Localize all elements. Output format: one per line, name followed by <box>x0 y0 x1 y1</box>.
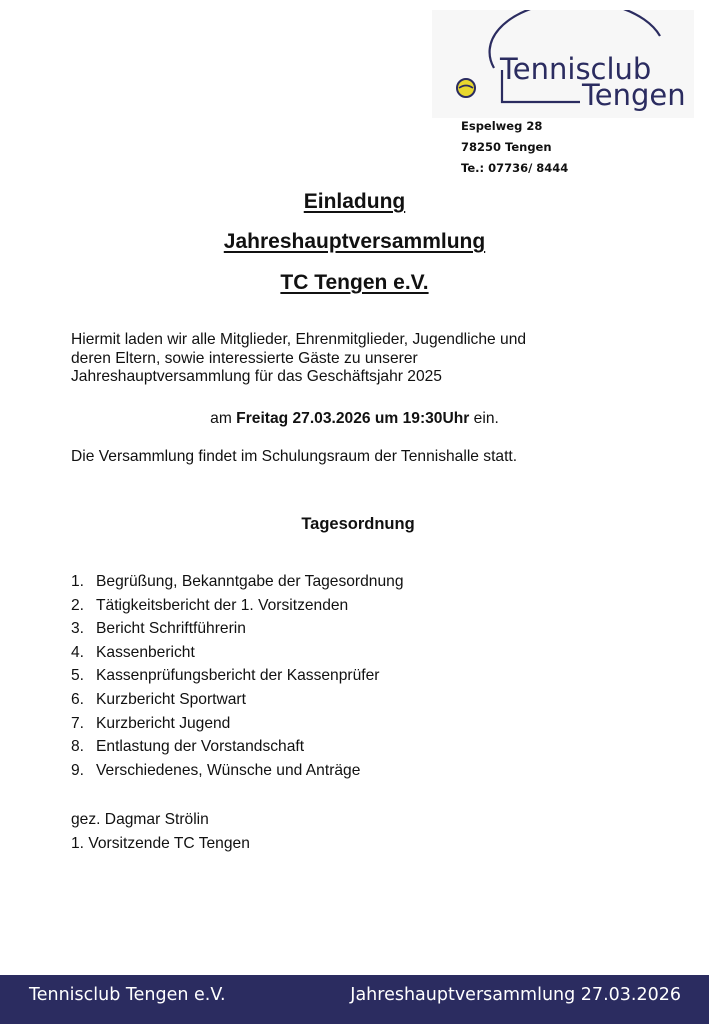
agenda-item <box>71 594 404 618</box>
agenda-item-text: Kurzbericht Jugend <box>96 714 231 732</box>
agenda-item-number: 4. <box>71 643 85 661</box>
agenda-item-text: Kassenbericht <box>96 643 195 661</box>
logo-text-tennisclub: Tennisclub <box>500 52 652 86</box>
date-suffix: ein. <box>469 410 499 427</box>
agenda-item <box>71 712 404 736</box>
title-club-name: TC Tengen e.V. <box>280 271 429 294</box>
agenda-item-number: 9. <box>71 761 85 779</box>
club-address <box>461 116 568 179</box>
agenda-item-text: Begrüßung, Bekanntgabe der Tagesordnung <box>96 573 404 590</box>
meeting-date: Freitag 27.03.2026 um 19:30Uhr <box>236 410 470 427</box>
club-logo-graphic <box>432 10 694 118</box>
agenda-item-text: Bericht Schriftführerin <box>96 620 246 638</box>
agenda-item-number: 3. <box>71 620 85 638</box>
agenda-item-text: Verschiedenes, Wünsche und Anträge <box>96 761 361 779</box>
intro-line-2: deren Eltern, sowie interessierte Gäste zu unserer <box>71 349 418 367</box>
agenda-item <box>71 664 404 688</box>
agenda-item-text: Tätigkeitsbericht der 1. Vorsitzenden <box>96 596 349 614</box>
agenda-title: Tagesordnung <box>301 515 415 533</box>
agenda-item <box>71 617 404 641</box>
address-city: 78250 Tengen <box>461 140 552 154</box>
agenda-item-text: Kassenprüfungsbericht der Kassenprüfer <box>96 667 380 685</box>
agenda-item <box>71 735 404 759</box>
agenda-item-text: Entlastung der Vorstandschaft <box>96 738 305 756</box>
agenda-item <box>71 688 404 712</box>
intro-line-1: Hiermit laden wir alle Mitglieder, Ehrenmitglieder, Jugendliche und <box>71 331 527 348</box>
agenda-item <box>71 641 404 665</box>
logo-text-tengen: Tengen <box>582 78 686 112</box>
agenda-item-number: 2. <box>71 596 85 614</box>
footer-bar <box>0 975 709 1024</box>
agenda-item <box>71 570 404 594</box>
intro-paragraph <box>71 331 651 387</box>
signature-role: 1. Vorsitzende TC Tengen <box>71 834 250 852</box>
agenda-item-text: Kurzbericht Sportwart <box>96 690 246 708</box>
title-einladung: Einladung <box>303 190 406 213</box>
agenda-item-number: 7. <box>71 714 85 732</box>
agenda-list <box>71 570 404 782</box>
agenda-item-number: 6. <box>71 690 85 708</box>
date-prefix: am <box>210 410 237 427</box>
club-logo <box>432 10 694 118</box>
title-jahreshauptversammlung: Jahreshauptversammlung <box>223 230 486 253</box>
meeting-location: Die Versammlung findet im Schulungsraum der Tennishalle statt. <box>71 448 518 465</box>
agenda-item-number: 5. <box>71 667 85 685</box>
address-phone: Te.: 07736/ 8444 <box>461 161 569 175</box>
intro-line-3: Jahreshauptversammlung für das Geschäftsjahr 2025 <box>71 368 442 385</box>
agenda-item-number: 1. <box>71 573 85 590</box>
meeting-date-line <box>0 410 709 428</box>
signature-block <box>71 808 250 855</box>
signature-name: gez. Dagmar Strölin <box>71 811 209 828</box>
address-street: Espelweg 28 <box>461 119 543 133</box>
agenda-item <box>71 759 404 783</box>
footer-club-name: Tennisclub Tengen e.V. <box>29 985 226 1005</box>
agenda-item-number: 8. <box>71 738 85 756</box>
footer-event: Jahreshauptversammlung 27.03.2026 <box>350 985 681 1005</box>
